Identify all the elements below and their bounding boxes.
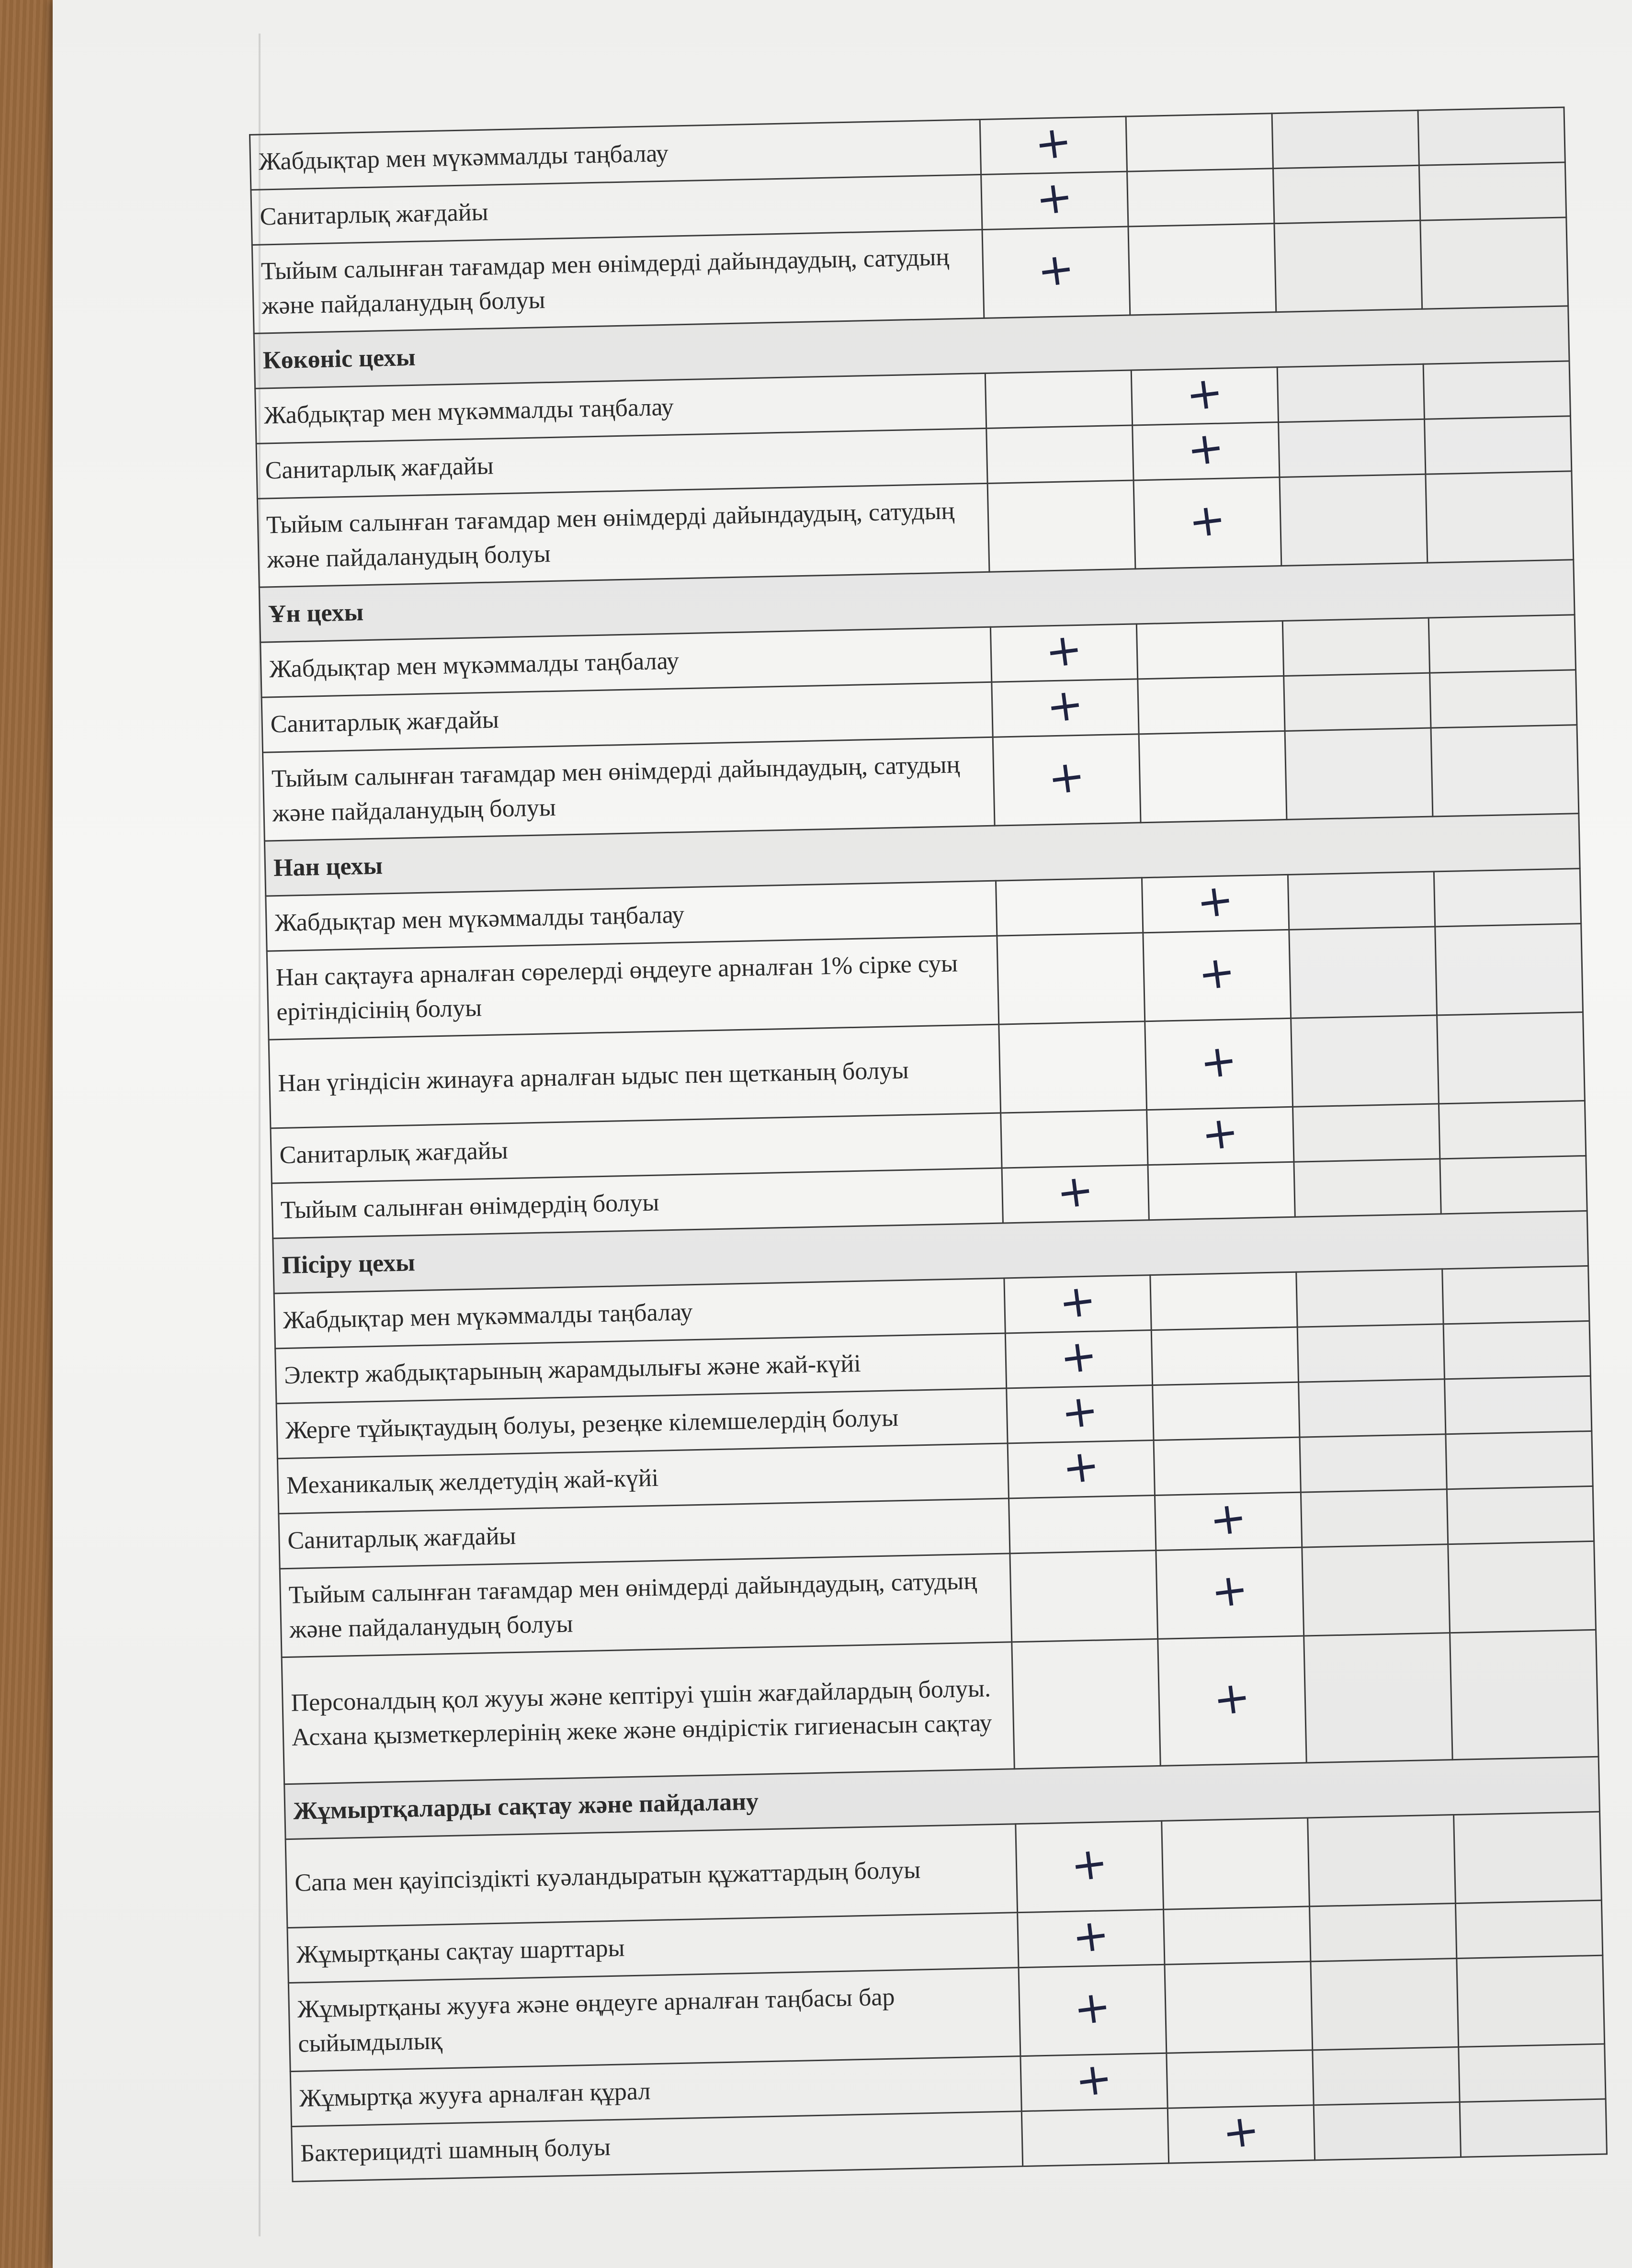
mark-cell-col-4 — [1431, 725, 1579, 816]
mark-cell-col-4 — [1434, 869, 1581, 927]
criterion-label: Санитарлық жағдайы — [261, 682, 993, 752]
mark-cell-col-4 — [1420, 217, 1568, 309]
checklist-body — [250, 107, 1607, 2182]
mark-cell-col-1 — [985, 370, 1132, 428]
handwritten-plus-mark: + — [1033, 170, 1077, 226]
mark-cell-col-1 — [997, 933, 1145, 1024]
mark-cell-col-2 — [1148, 1162, 1295, 1220]
handwritten-plus-mark: + — [1057, 1328, 1100, 1384]
mark-cell-col-1 — [981, 171, 1128, 229]
handwritten-plus-mark: + — [1206, 1490, 1250, 1546]
mark-cell-col-4 — [1440, 1156, 1587, 1214]
criterion-label: Тыйым салынған тағамдар мен өнімдерді дайындаудың, сатудың және пайдаланудың болуы — [263, 737, 995, 841]
mark-cell-col-3 — [1274, 220, 1422, 312]
mark-cell-col-1 — [992, 679, 1139, 737]
section-title: Жұмыртқаларды сақтау және пайдалану — [284, 1757, 1600, 1839]
mark-cell-col-4 — [1454, 1812, 1602, 1903]
handwritten-plus-mark: + — [1045, 749, 1088, 805]
mark-cell-col-2 — [1128, 224, 1276, 315]
mark-cell-col-4 — [1426, 471, 1574, 563]
mark-cell-col-3 — [1297, 1324, 1444, 1382]
mark-cell-col-4 — [1425, 416, 1572, 474]
mark-cell-col-3 — [1289, 927, 1437, 1018]
handwritten-plus-mark: + — [1056, 1273, 1099, 1329]
mark-cell-col-2 — [1126, 113, 1273, 171]
mark-cell-col-3 — [1300, 1434, 1447, 1492]
mark-cell-col-1 — [1005, 1330, 1152, 1388]
mark-cell-col-1 — [990, 624, 1137, 682]
mark-cell-col-1 — [1010, 1550, 1158, 1642]
handwritten-plus-mark: + — [1058, 1383, 1102, 1440]
criterion-label: Жұмыртқаны сақтау шарттары — [287, 1913, 1019, 1983]
mark-cell-col-2 — [1142, 874, 1289, 932]
mark-cell-col-1 — [993, 734, 1141, 826]
mark-cell-col-3 — [1282, 618, 1429, 676]
criterion-label: Жұмыртқаны жууға және өңдеуге арналған таңбасы бар сыйымдылық — [288, 1968, 1020, 2072]
handwritten-plus-mark: + — [1219, 2103, 1263, 2159]
mark-cell-col-4 — [1446, 1431, 1593, 1489]
mark-cell-col-4 — [1430, 670, 1577, 728]
mark-cell-col-3 — [1285, 728, 1433, 819]
mark-cell-col-4 — [1459, 2044, 1606, 2102]
mark-cell-col-4 — [1418, 107, 1565, 165]
mark-cell-col-1 — [1002, 1165, 1149, 1223]
mark-cell-col-1 — [1001, 1110, 1148, 1168]
mark-cell-col-4 — [1439, 1101, 1586, 1159]
mark-cell-col-4 — [1448, 1541, 1596, 1633]
section-title: Көкөніс цехы — [254, 306, 1569, 388]
mark-cell-col-1 — [1009, 1496, 1156, 1554]
handwritten-plus-mark: + — [1186, 492, 1229, 548]
mark-cell-col-4 — [1442, 1266, 1589, 1324]
mark-cell-col-1 — [1020, 2053, 1167, 2111]
mark-cell-col-1 — [1021, 2108, 1168, 2166]
handwritten-plus-mark: + — [1210, 1670, 1254, 1726]
criterion-label: Тыйым салынған тағамдар мен өнімдерді дайындаудың, сатудың және пайдаланудың болуы — [280, 1554, 1012, 1657]
criterion-label: Нан сақтауға арналған сөрелерді өңдеуге арналған 1% сірке суы ерітіндісінің болуы — [267, 936, 999, 1040]
mark-cell-col-2 — [1127, 169, 1274, 227]
criterion-label: Механикалық желдетудің жай-күйі — [277, 1443, 1009, 1514]
handwritten-plus-mark: + — [1069, 1908, 1113, 1963]
handwritten-plus-mark: + — [1059, 1439, 1103, 1495]
mark-cell-col-3 — [1314, 2102, 1461, 2160]
handwritten-plus-mark: + — [1031, 114, 1075, 170]
mark-cell-col-4 — [1443, 1321, 1590, 1379]
mark-cell-col-1 — [986, 425, 1133, 483]
handwritten-plus-mark: + — [1193, 873, 1237, 929]
mark-cell-col-1 — [1012, 1639, 1160, 1769]
mark-cell-col-3 — [1280, 474, 1428, 566]
criterion-label: Бактерицидті шамның болуы — [292, 2111, 1023, 2182]
criterion-label: Санитарлық жағдайы — [279, 1498, 1010, 1569]
inspection-checklist-table — [249, 106, 1608, 2182]
mark-cell-col-1 — [980, 116, 1127, 174]
mark-cell-col-2 — [1143, 930, 1291, 1021]
mark-cell-col-2 — [1150, 1272, 1297, 1330]
mark-cell-col-3 — [1284, 673, 1431, 731]
handwritten-plus-mark: + — [1183, 365, 1226, 421]
mark-cell-col-2 — [1136, 621, 1283, 679]
criterion-label: Жабдықтар мен мүкәммалды таңбалау — [250, 120, 981, 190]
mark-cell-col-2 — [1167, 2050, 1314, 2108]
mark-cell-col-1 — [1018, 1909, 1165, 1967]
mark-cell-col-1 — [1019, 1964, 1167, 2056]
mark-cell-col-3 — [1277, 364, 1424, 422]
mark-cell-col-2 — [1167, 2105, 1315, 2163]
criterion-label: Жабдықтар мен мүкәммалды таңбалау — [274, 1278, 1005, 1349]
criterion-label: Персоналдың қол жууы және кептіруі үшін жағдайлардың болуы. Асхана қызметкерлерінің жеке және өндірістік гигиенасын сақтау — [282, 1642, 1014, 1784]
criterion-label: Нан үгіндісін жинауға арналған ыдыс пен щетканың болуы — [269, 1024, 1001, 1128]
handwritten-plus-mark: + — [1195, 945, 1239, 1000]
mark-cell-col-2 — [1156, 1547, 1304, 1639]
mark-cell-col-2 — [1133, 477, 1281, 569]
mark-cell-col-3 — [1296, 1269, 1443, 1327]
mark-cell-col-2 — [1131, 367, 1278, 425]
handwritten-plus-mark: + — [1208, 1562, 1252, 1618]
mark-cell-col-2 — [1139, 731, 1287, 822]
mark-cell-col-4 — [1460, 2099, 1607, 2157]
mark-cell-col-2 — [1151, 1327, 1298, 1385]
mark-cell-col-4 — [1455, 1900, 1602, 1958]
criterion-label: Жұмыртқа жууға арналған құрал — [290, 2056, 1021, 2127]
mark-cell-col-3 — [1301, 1489, 1448, 1547]
handwritten-plus-mark: + — [1054, 1163, 1097, 1219]
mark-cell-col-2 — [1133, 422, 1280, 480]
handwritten-plus-mark: + — [1072, 2052, 1116, 2107]
mark-cell-col-1 — [982, 227, 1130, 318]
mark-cell-col-2 — [1158, 1636, 1306, 1766]
mark-cell-col-2 — [1138, 676, 1285, 734]
section-title: Нан цехы — [264, 814, 1580, 896]
section-title: Ұн цехы — [259, 560, 1575, 642]
mark-cell-col-4 — [1435, 924, 1583, 1015]
mark-cell-col-2 — [1154, 1437, 1301, 1495]
mark-cell-col-1 — [1004, 1275, 1151, 1333]
mark-cell-col-3 — [1308, 1815, 1456, 1906]
mark-cell-col-3 — [1272, 110, 1419, 168]
handwritten-plus-mark: + — [1043, 677, 1087, 733]
criterion-label: Жабдықтар мен мүкәммалды таңбалау — [261, 627, 992, 697]
mark-cell-col-1 — [1016, 1821, 1164, 1912]
mark-cell-col-4 — [1457, 1955, 1605, 2047]
mark-cell-col-2 — [1164, 1906, 1311, 1964]
mark-cell-col-3 — [1279, 419, 1426, 477]
handwritten-plus-mark: + — [1199, 1105, 1242, 1161]
mark-cell-col-3 — [1273, 165, 1420, 223]
mark-cell-col-2 — [1153, 1382, 1300, 1440]
criterion-label: Санитарлық жағдайы — [251, 175, 982, 245]
criterion-label: Жабдықтар мен мүкәммалды таңбалау — [266, 881, 997, 951]
section-title: Пісіру цехы — [273, 1211, 1588, 1293]
mark-cell-col-3 — [1293, 1104, 1440, 1162]
handwritten-plus-mark: + — [1197, 1033, 1240, 1089]
mark-cell-col-3 — [1302, 1544, 1450, 1636]
criterion-label: Тыйым салынған тағамдар мен өнімдерді дайындаудың, сатудың және пайдаланудың болуы — [252, 229, 984, 333]
mark-cell-col-3 — [1294, 1159, 1441, 1217]
handwritten-plus-mark: + — [1071, 1980, 1114, 2035]
criterion-label: Санитарлық жағдайы — [256, 428, 987, 499]
mark-cell-col-2 — [1162, 1818, 1310, 1909]
mark-cell-col-3 — [1299, 1379, 1446, 1437]
mark-cell-col-4 — [1437, 1012, 1585, 1104]
criterion-label: Жабдықтар мен мүкәммалды таңбалау — [255, 373, 986, 443]
mark-cell-col-3 — [1288, 872, 1435, 930]
criterion-label: Санитарлық жағдайы — [271, 1113, 1002, 1183]
mark-cell-col-1 — [987, 480, 1135, 572]
mark-cell-col-4 — [1419, 162, 1566, 220]
mark-cell-col-1 — [1007, 1385, 1154, 1443]
mark-cell-col-3 — [1311, 1959, 1459, 2050]
mark-cell-col-4 — [1447, 1486, 1594, 1544]
mark-cell-col-3 — [1309, 1904, 1456, 1962]
handwritten-plus-mark: + — [1034, 241, 1078, 297]
mark-cell-col-1 — [996, 878, 1143, 936]
mark-cell-col-2 — [1147, 1107, 1294, 1165]
mark-cell-col-3 — [1291, 1015, 1439, 1107]
criterion-label: Электр жабдықтарының жарамдылығы және жай-күйі — [275, 1333, 1007, 1404]
mark-cell-col-2 — [1165, 1962, 1313, 2053]
mark-cell-col-1 — [1008, 1440, 1155, 1498]
mark-cell-col-3 — [1313, 2047, 1460, 2105]
mark-cell-col-2 — [1145, 1018, 1293, 1110]
handwritten-plus-mark: + — [1042, 622, 1086, 678]
criterion-label: Жерге тұйықтаудың болуы, резеңке кілемшелердің болуы — [276, 1388, 1008, 1459]
criterion-label: Сапа мен қауіпсіздікті куәландыратын құжаттардың болуы — [285, 1824, 1018, 1928]
mark-cell-col-4 — [1423, 361, 1570, 419]
mark-cell-col-4 — [1444, 1376, 1591, 1434]
mark-cell-col-1 — [999, 1021, 1147, 1113]
checklist-table-wrapper — [249, 106, 1608, 2182]
criterion-label: Тыйым салынған өнімдердің болуы — [272, 1168, 1003, 1238]
mark-cell-col-2 — [1155, 1492, 1302, 1550]
handwritten-plus-mark: + — [1068, 1836, 1111, 1892]
criterion-label: Тыйым салынған тағамдар мен өнімдерді дайындаудың, сатудың және пайдаланудың болуы — [257, 483, 989, 587]
mark-cell-col-4 — [1428, 615, 1575, 673]
handwritten-plus-mark: + — [1184, 420, 1228, 476]
mark-cell-col-4 — [1450, 1630, 1598, 1759]
mark-cell-col-3 — [1304, 1633, 1452, 1763]
